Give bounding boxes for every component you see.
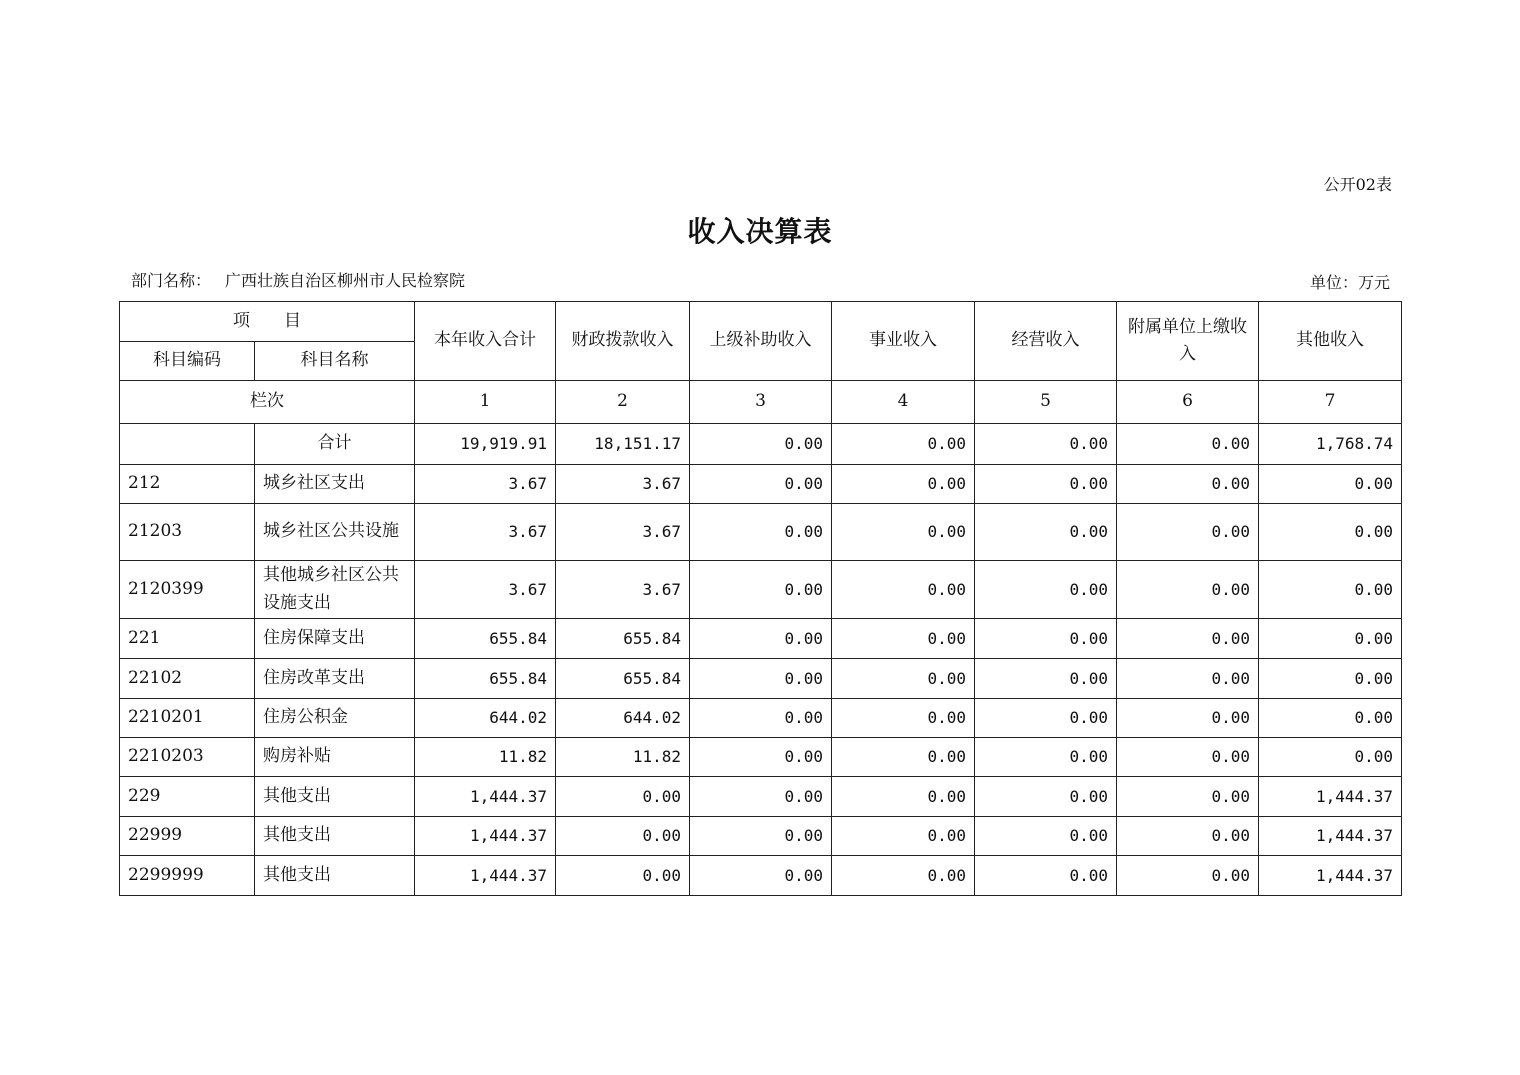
amount-cell: 0.00: [832, 856, 975, 896]
amount-cell: 655.84: [556, 619, 690, 659]
amount-cell: 644.02: [415, 699, 556, 738]
header-col-business: 事业收入: [832, 302, 975, 381]
amount-cell: 655.84: [415, 659, 556, 699]
header-item: 项 目: [120, 302, 415, 342]
total-row: [120, 424, 1402, 465]
table-header: [120, 302, 1402, 424]
subject-code-cell: 21203: [120, 504, 255, 561]
amount-cell: 0.00: [690, 659, 832, 699]
subject-name-cell: 其他城乡社区公共设施支出: [255, 561, 415, 619]
amount-cell: 0.00: [832, 777, 975, 817]
amount-cell: 0.00: [1117, 699, 1259, 738]
amount-cell: 0.00: [690, 619, 832, 659]
subject-name-cell: 其他支出: [255, 777, 415, 817]
table-row: [120, 817, 1402, 856]
header-col-fiscal: 财政拨款收入: [556, 302, 690, 381]
amount-cell: 3.67: [556, 561, 690, 619]
row-number-cell: 3: [690, 381, 832, 424]
header-col-superior: 上级补助收入: [690, 302, 832, 381]
amount-cell: 0.00: [832, 561, 975, 619]
amount-cell: 0.00: [1117, 619, 1259, 659]
amount-cell: 0.00: [832, 424, 975, 465]
subject-name-cell: 住房公积金: [255, 699, 415, 738]
amount-cell: 0.00: [975, 856, 1117, 896]
amount-cell: 0.00: [832, 738, 975, 777]
amount-cell: 3.67: [556, 504, 690, 561]
amount-cell: 0.00: [1259, 738, 1402, 777]
amount-cell: 0.00: [832, 699, 975, 738]
amount-cell: 0.00: [690, 699, 832, 738]
amount-cell: 644.02: [556, 699, 690, 738]
subject-name-cell: 城乡社区支出: [255, 465, 415, 504]
row-number-cell: 5: [975, 381, 1117, 424]
subject-name-cell: 住房保障支出: [255, 619, 415, 659]
amount-cell: 0.00: [975, 699, 1117, 738]
row-number-cell: 4: [832, 381, 975, 424]
amount-cell: 0.00: [975, 659, 1117, 699]
amount-cell: 1,444.37: [415, 777, 556, 817]
amount-cell: 0.00: [1259, 561, 1402, 619]
amount-cell: 0.00: [832, 504, 975, 561]
header-row-1: [120, 302, 1402, 342]
amount-cell: 0.00: [690, 504, 832, 561]
amount-cell: 0.00: [1117, 738, 1259, 777]
row-number-cell: 2: [556, 381, 690, 424]
amount-cell: 0.00: [556, 777, 690, 817]
amount-cell: 0.00: [690, 856, 832, 896]
table-row: [120, 619, 1402, 659]
subject-name-cell: 合计: [255, 424, 415, 465]
row-number-cell: 6: [1117, 381, 1259, 424]
amount-cell: 19,919.91: [415, 424, 556, 465]
amount-cell: 0.00: [1259, 659, 1402, 699]
amount-cell: 0.00: [1117, 504, 1259, 561]
amount-cell: 11.82: [556, 738, 690, 777]
row-number-cell: 1: [415, 381, 556, 424]
table-body: [120, 424, 1402, 896]
table-row: [120, 699, 1402, 738]
subject-code-cell: 229: [120, 777, 255, 817]
amount-cell: 0.00: [975, 561, 1117, 619]
subject-code-cell: 22102: [120, 659, 255, 699]
department-line: [131, 268, 465, 291]
amount-cell: 0.00: [1117, 424, 1259, 465]
amount-cell: 0.00: [1259, 619, 1402, 659]
amount-cell: 0.00: [1117, 856, 1259, 896]
header-col-affiliated: 附属单位上缴收入: [1117, 302, 1259, 381]
amount-cell: 11.82: [415, 738, 556, 777]
amount-cell: 0.00: [975, 619, 1117, 659]
amount-cell: 0.00: [832, 659, 975, 699]
amount-cell: 0.00: [1259, 699, 1402, 738]
header-name: 科目名称: [255, 342, 415, 381]
subject-code-cell: 2299999: [120, 856, 255, 896]
subject-code-cell: [120, 424, 255, 465]
amount-cell: 0.00: [1259, 504, 1402, 561]
department-label: 部门名称：: [131, 271, 212, 290]
amount-cell: 0.00: [690, 738, 832, 777]
subject-code-cell: 22999: [120, 817, 255, 856]
amount-cell: 18,151.17: [556, 424, 690, 465]
amount-cell: 3.67: [415, 465, 556, 504]
amount-cell: 0.00: [975, 777, 1117, 817]
subject-name-cell: 住房改革支出: [255, 659, 415, 699]
page-title: 收入决算表: [687, 215, 833, 248]
amount-cell: 0.00: [1117, 777, 1259, 817]
form-number: 公开02表: [1323, 175, 1392, 194]
amount-cell: 0.00: [690, 561, 832, 619]
amount-cell: 655.84: [415, 619, 556, 659]
table-row: [120, 659, 1402, 699]
subject-code-cell: 2210203: [120, 738, 255, 777]
amount-cell: 0.00: [1117, 817, 1259, 856]
header-col-total: 本年收入合计: [415, 302, 556, 381]
amount-cell: 0.00: [975, 738, 1117, 777]
amount-cell: 0.00: [975, 817, 1117, 856]
subject-name-cell: 其他支出: [255, 856, 415, 896]
amount-cell: 0.00: [832, 619, 975, 659]
table-row: [120, 561, 1402, 619]
row-number-cell: 7: [1259, 381, 1402, 424]
row-number-label: 栏次: [120, 381, 415, 424]
table-row: [120, 777, 1402, 817]
subject-code-cell: 212: [120, 465, 255, 504]
amount-cell: 3.67: [556, 465, 690, 504]
amount-cell: 1,444.37: [415, 856, 556, 896]
amount-cell: 655.84: [556, 659, 690, 699]
amount-cell: 0.00: [832, 465, 975, 504]
amount-cell: 0.00: [832, 817, 975, 856]
subject-name-cell: 购房补贴: [255, 738, 415, 777]
amount-cell: 0.00: [556, 817, 690, 856]
amount-cell: 3.67: [415, 504, 556, 561]
amount-cell: 1,444.37: [415, 817, 556, 856]
amount-cell: 1,444.37: [1259, 856, 1402, 896]
amount-cell: 1,444.37: [1259, 817, 1402, 856]
amount-cell: 1,444.37: [1259, 777, 1402, 817]
subject-code-cell: 2210201: [120, 699, 255, 738]
subject-name-cell: 城乡社区公共设施: [255, 504, 415, 561]
header-col-other: 其他收入: [1259, 302, 1402, 381]
amount-cell: 0.00: [690, 424, 832, 465]
amount-cell: 3.67: [415, 561, 556, 619]
income-table: [119, 301, 1402, 896]
amount-cell: 0.00: [1117, 465, 1259, 504]
amount-cell: 0.00: [690, 817, 832, 856]
header-code: 科目编码: [120, 342, 255, 381]
amount-cell: 1,768.74: [1259, 424, 1402, 465]
table-row: [120, 465, 1402, 504]
table-row: [120, 738, 1402, 777]
amount-cell: 0.00: [690, 465, 832, 504]
amount-cell: 0.00: [556, 856, 690, 896]
table-row: [120, 856, 1402, 896]
subject-name-cell: 其他支出: [255, 817, 415, 856]
amount-cell: 0.00: [1259, 465, 1402, 504]
row-number-row: [120, 381, 1402, 424]
amount-cell: 0.00: [975, 424, 1117, 465]
amount-cell: 0.00: [690, 777, 832, 817]
subject-code-cell: 221: [120, 619, 255, 659]
amount-cell: 0.00: [975, 504, 1117, 561]
table-row: [120, 504, 1402, 561]
subject-code-cell: 2120399: [120, 561, 255, 619]
amount-cell: 0.00: [975, 465, 1117, 504]
header-col-operating: 经营收入: [975, 302, 1117, 381]
department-value: 广西壮族自治区柳州市人民检察院: [225, 271, 466, 290]
unit-label: 单位：万元: [1309, 273, 1390, 292]
amount-cell: 0.00: [1117, 659, 1259, 699]
amount-cell: 0.00: [1117, 561, 1259, 619]
